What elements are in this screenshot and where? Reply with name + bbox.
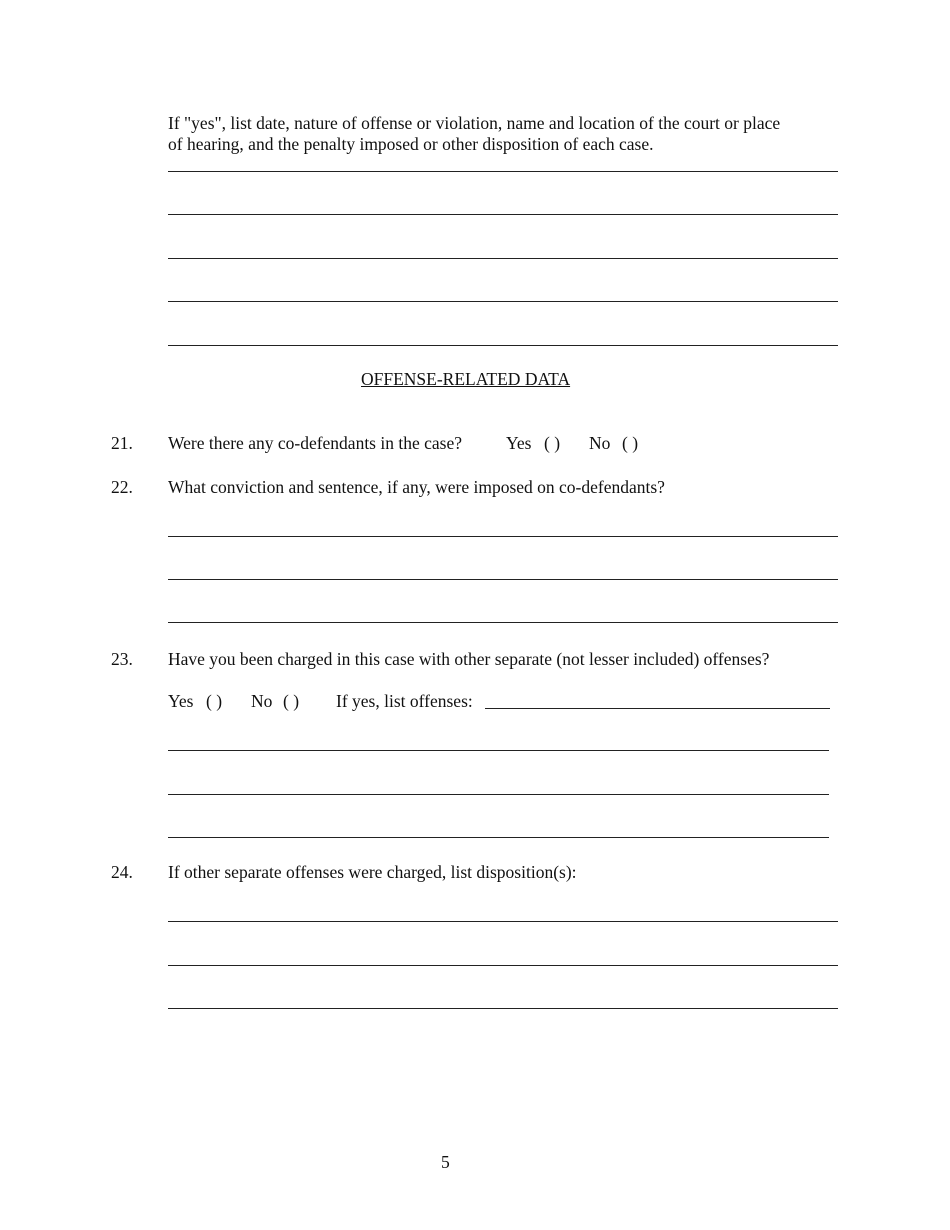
q23-answer-line-3[interactable] [168,837,829,838]
q21-yes-checkbox[interactable]: ( ) [544,433,561,453]
q23-list-label: If yes, list offenses: [336,691,473,711]
intro-line-2: of hearing, and the penalty imposed or other disposition of each case. [168,134,654,154]
q23-yes-label: Yes [168,691,194,711]
intro-answer-line-5[interactable] [168,345,838,346]
q23-text: Have you been charged in this case with other separate (not lesser included) offenses? [168,649,770,669]
q22-answer-line-1[interactable] [168,536,838,537]
intro-answer-line-3[interactable] [168,258,838,259]
q22-number: 22. [111,477,133,497]
q23-number: 23. [111,649,133,669]
q23-no-label: No [251,691,273,711]
intro-answer-line-2[interactable] [168,214,838,215]
q23-list-inline-line[interactable] [485,708,830,709]
intro-line-1: If "yes", list date, nature of offense or violation, name and location of the court or place [168,113,781,133]
q22-answer-line-2[interactable] [168,579,838,580]
intro-answer-line-1[interactable] [168,171,838,172]
q23-no-checkbox[interactable]: ( ) [283,691,300,711]
q24-answer-line-2[interactable] [168,965,838,966]
q23-yes-checkbox[interactable]: ( ) [206,691,223,711]
q23-answer-line-1[interactable] [168,750,829,751]
q21-yes-label: Yes [506,433,532,453]
section-heading: OFFENSE-RELATED DATA [361,369,571,389]
q24-answer-line-1[interactable] [168,921,838,922]
q24-number: 24. [111,862,133,882]
q24-text: If other separate offenses were charged, list disposition(s): [168,862,577,882]
q22-text: What conviction and sentence, if any, were imposed on co-defendants? [168,477,665,497]
q24-answer-line-3[interactable] [168,1008,838,1009]
intro-answer-line-4[interactable] [168,301,838,302]
q21-no-checkbox[interactable]: ( ) [622,433,639,453]
page-number: 5 [441,1152,450,1172]
q21-text: Were there any co-defendants in the case? [168,433,462,453]
q21-number: 21. [111,433,133,453]
q22-answer-line-3[interactable] [168,622,838,623]
q23-answer-line-2[interactable] [168,794,829,795]
q21-no-label: No [589,433,611,453]
